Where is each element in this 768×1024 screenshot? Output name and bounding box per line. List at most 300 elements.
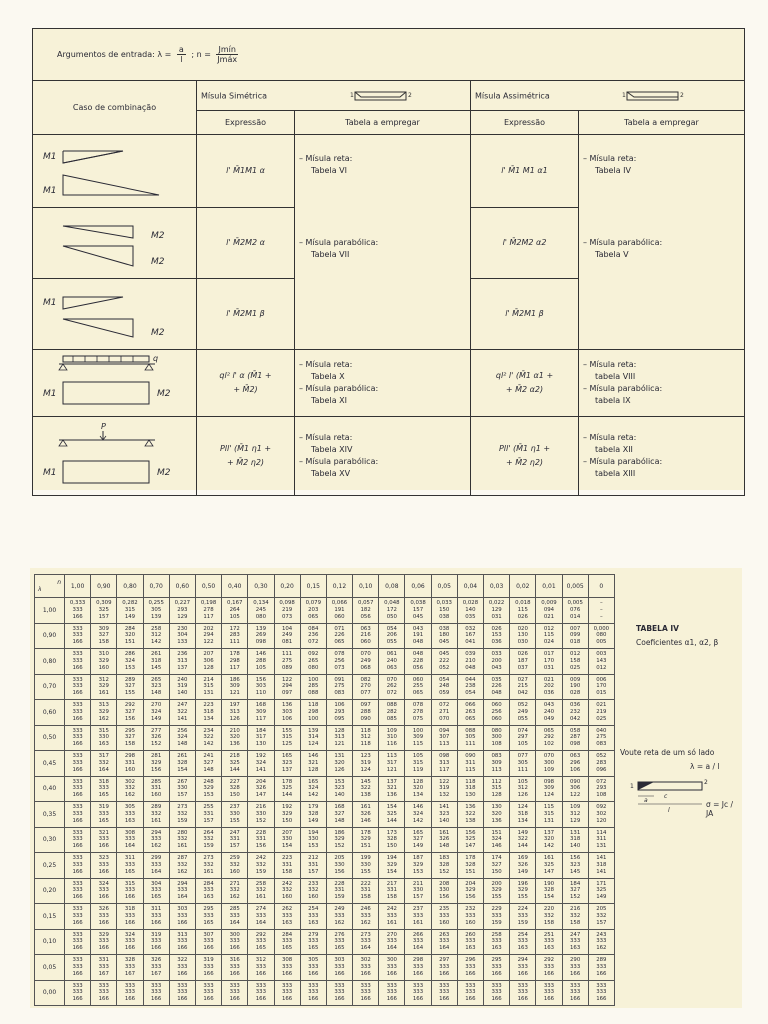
coefficient-value: 080 <box>255 613 267 620</box>
lambda-row-header: 0,00 <box>35 980 65 1006</box>
coefficient-value: 298 <box>229 657 240 664</box>
coefficient-cell <box>300 878 326 904</box>
coefficient-value: 333 <box>72 855 83 862</box>
coefficient-value: 292 <box>255 931 267 938</box>
coefficient-value: 333 <box>151 989 162 996</box>
coefficient-value: 156 <box>124 715 136 722</box>
coefficient-value: 286 <box>124 651 136 658</box>
sym-table-header: Tabela a empregar <box>295 111 471 135</box>
coefficient-value: 122 <box>203 639 214 646</box>
coefficient-value: 166 <box>151 996 162 1003</box>
coefficient-cell <box>300 700 326 726</box>
lambda-row-header: 0,45 <box>35 751 65 777</box>
coefficient-value: 294 <box>203 632 214 639</box>
coefficient-value: 207 <box>281 829 293 836</box>
coefficient-value: 166 <box>72 843 83 850</box>
coefficient-value: 003 <box>596 651 607 658</box>
coefficient-cell <box>248 700 274 726</box>
coefficient-value: 144 <box>517 843 528 850</box>
coefficient-value: 297 <box>517 734 528 741</box>
coefficient-value: 333 <box>465 938 476 945</box>
coefficient-value: 166 <box>72 741 83 748</box>
coefficient-value: 309 <box>255 708 267 715</box>
coefficient-value: 333 <box>465 912 476 919</box>
coefficient-value: 333 <box>151 938 162 945</box>
coefficient-value: 216 <box>570 906 581 913</box>
coefficient-value: 333 <box>517 982 528 989</box>
coefficient-value: 333 <box>412 938 424 945</box>
coefficient-value: 333 <box>491 963 502 970</box>
coefficient-value: 100 <box>412 727 424 734</box>
coefficient-value: 323 <box>281 759 293 766</box>
coefficient-value: 045 <box>439 651 450 658</box>
coefficient-value: 332 <box>229 861 240 868</box>
coefficient-value: 108 <box>491 741 502 748</box>
coefficient-value: 333 <box>596 982 607 989</box>
coefficient-cell <box>274 751 300 777</box>
coefficient-value: 327 <box>124 683 136 690</box>
coefficient-value: 317 <box>386 759 397 766</box>
coefficient-value: 153 <box>124 664 136 671</box>
coefficient-value: 270 <box>386 931 397 938</box>
coefficient-value: 330 <box>412 887 424 894</box>
coefficient-cell <box>274 929 300 955</box>
coefficient-cell <box>562 751 588 777</box>
coefficient-value: 137 <box>543 829 555 836</box>
coefficient-cell <box>457 827 483 853</box>
coefficient-value: 283 <box>596 759 607 766</box>
coefficient-value: 328 <box>465 861 476 868</box>
coefficient-value: 324 <box>98 880 109 887</box>
coefficient-value: 285 <box>229 906 240 913</box>
coefficient-cell <box>484 776 510 802</box>
coefficient-value: 184 <box>570 880 581 887</box>
coefficient-cell <box>536 776 562 802</box>
coefficient-cell <box>195 623 221 649</box>
coefficient-value: 327 <box>203 759 214 766</box>
coefficient-value: 035 <box>491 676 502 683</box>
coefficient-value: 333 <box>229 989 240 996</box>
symmetric-haunch-icon <box>349 90 412 102</box>
coefficient-cell <box>484 649 510 675</box>
coefficient-cell <box>169 878 195 904</box>
coefficient-cell <box>195 955 221 981</box>
coefficient-value: 332 <box>177 836 188 843</box>
coefficient-value: 333 <box>72 963 83 970</box>
coefficient-value: 060 <box>491 715 502 722</box>
coefficient-cell <box>195 853 221 879</box>
coefficient-value: 100 <box>308 676 319 683</box>
coefficient-cell <box>379 700 405 726</box>
coefficient-cell <box>117 929 143 955</box>
coefficient-value: 333 <box>543 963 555 970</box>
coefficient-value: 0,057 <box>357 600 374 607</box>
coefficient-value: 160 <box>308 894 319 901</box>
coefficient-value: 166 <box>151 919 162 926</box>
coefficient-cell <box>510 904 536 930</box>
coefficient-cell <box>222 878 248 904</box>
coefficient-value: 333 <box>151 887 162 894</box>
coefficient-value: 187 <box>412 855 424 862</box>
n-column-header: 0,12 <box>326 575 352 598</box>
coefficient-value: 161 <box>360 804 371 811</box>
coefficient-value: 146 <box>308 753 319 760</box>
coefficient-value: 331 <box>308 861 319 868</box>
coefficient-value: 329 <box>98 931 109 938</box>
coefficient-value: 166 <box>334 970 345 977</box>
coefficient-cell <box>353 623 379 649</box>
coefficient-value: 168 <box>255 702 267 709</box>
coefficient-value: 056 <box>412 664 424 671</box>
table-row <box>35 623 615 649</box>
coefficient-value: 333 <box>255 963 267 970</box>
coefficient-value: 080 <box>308 664 319 671</box>
coefficient-value: 0,038 <box>410 600 426 607</box>
coefficient-cell <box>457 700 483 726</box>
coefficient-value: 166 <box>360 996 371 1003</box>
coefficient-value: 026 <box>517 651 528 658</box>
coefficient-value: 333 <box>570 963 581 970</box>
coefficient-value: 158 <box>543 919 555 926</box>
n-column-header: 0,02 <box>510 575 536 598</box>
coefficient-value: 142 <box>151 639 162 646</box>
coefficient-cell <box>222 751 248 777</box>
eta-definition: σ = Jc / JA <box>706 800 734 818</box>
coefficient-value: 172 <box>229 625 240 632</box>
coefficient-cell <box>562 980 588 1006</box>
coefficient-value: 065 <box>412 690 424 697</box>
coefficient-value: 166 <box>177 970 188 977</box>
coefficient-cell <box>379 904 405 930</box>
coefficient-value: 273 <box>203 855 214 862</box>
coefficient-value: 121 <box>386 766 397 773</box>
coefficient-value: 312 <box>151 632 162 639</box>
coefficient-value: 200 <box>491 657 502 664</box>
coefficient-value: 166 <box>360 970 371 977</box>
lambda-row-header: 0,35 <box>35 802 65 828</box>
coefficient-value: 151 <box>124 639 136 646</box>
coefficient-value: 155 <box>124 690 136 697</box>
coefficient-value: 330 <box>98 734 109 741</box>
coefficient-value: 166 <box>98 868 109 875</box>
coefficient-value: 259 <box>229 855 240 862</box>
coefficient-value: 333 <box>124 861 136 868</box>
coefficient-cell <box>405 904 431 930</box>
diagram-label: l <box>668 807 670 814</box>
coefficient-cell <box>65 802 91 828</box>
coefficient-value: 305 <box>308 957 319 964</box>
coefficient-value: 157 <box>177 792 188 799</box>
coefficient-value: 140 <box>465 606 476 613</box>
coefficient-value: 065 <box>543 727 555 734</box>
coefficient-value: 333 <box>334 982 345 989</box>
coefficient-cell <box>431 802 457 828</box>
coefficient-value: 134 <box>412 792 424 799</box>
coefficient-value: 226 <box>334 632 345 639</box>
coefficient-value: 080 <box>596 632 607 639</box>
coefficient-cell <box>562 827 588 853</box>
coefficient-value: 061 <box>386 651 397 658</box>
coefficient-value: 166 <box>491 996 502 1003</box>
coefficient-value: 333 <box>72 938 83 945</box>
coefficient-value: 166 <box>308 970 319 977</box>
coefficient-value: 152 <box>334 843 345 850</box>
coefficient-value: 333 <box>439 989 450 996</box>
coefficient-value: 320 <box>543 836 555 843</box>
coefficient-value: 144 <box>229 766 240 773</box>
coefficient-cell <box>65 776 91 802</box>
coefficient-value: 031 <box>543 664 555 671</box>
coefficient-value: 316 <box>229 957 240 964</box>
coefficient-value: 333 <box>439 982 450 989</box>
coefficient-value: 156 <box>151 766 162 773</box>
coefficient-value: 077 <box>360 690 371 697</box>
lambda-definition: λ = a / l <box>690 762 720 771</box>
coefficient-cell <box>536 878 562 904</box>
coefficient-cell <box>326 904 352 930</box>
coefficient-value: 136 <box>465 804 476 811</box>
combination-table-card <box>32 28 744 490</box>
coefficient-value: 200 <box>491 880 502 887</box>
coefficient-value: 0,282 <box>122 600 138 607</box>
coefficient-cell <box>117 700 143 726</box>
coefficient-cell <box>143 649 169 675</box>
coefficient-value: 145 <box>570 868 581 875</box>
coefficient-value: 166 <box>72 690 83 697</box>
coefficient-value: 204 <box>255 778 267 785</box>
coefficient-value: 306 <box>570 785 581 792</box>
coefficient-value: 256 <box>177 727 188 734</box>
coefficient-value: 160 <box>465 919 476 926</box>
coefficient-value: 297 <box>439 957 450 964</box>
coefficient-cell <box>379 725 405 751</box>
coefficient-value: 077 <box>517 753 528 760</box>
coefficient-value: 089 <box>281 664 293 671</box>
coefficient-cell <box>248 751 274 777</box>
coefficient-value: 327 <box>570 887 581 894</box>
coefficient-cell <box>169 853 195 879</box>
lambda-row-header: 0,05 <box>35 955 65 981</box>
coefficient-cell <box>300 955 326 981</box>
coefficient-value: 282 <box>386 708 397 715</box>
coefficient-cell <box>562 649 588 675</box>
coefficient-value: 166 <box>412 970 424 977</box>
coefficient-value: – <box>599 600 603 607</box>
coefficient-cell <box>143 802 169 828</box>
coefficient-value: 333 <box>543 989 555 996</box>
coefficient-cell <box>588 776 614 802</box>
coefficient-value: 333 <box>124 982 136 989</box>
coefficient-value: 060 <box>334 613 345 620</box>
coefficient-value: 166 <box>72 945 83 952</box>
coefficient-cell <box>405 776 431 802</box>
coefficient-cell <box>195 751 221 777</box>
coefficient-value: 228 <box>255 829 267 836</box>
coefficient-value: 166 <box>72 894 83 901</box>
coefficient-value: 326 <box>151 957 162 964</box>
coefficient-value: 318 <box>570 836 581 843</box>
coefficient-value: 0,018 <box>515 600 531 607</box>
coefficient-value: 227 <box>229 778 240 785</box>
coefficient-value: 102 <box>543 741 555 748</box>
corner-header: n λ <box>35 575 65 598</box>
coefficient-value: 166 <box>72 715 83 722</box>
coefficient-value: 122 <box>570 792 581 799</box>
n-label: ; n = <box>191 50 211 59</box>
coefficient-value: 163 <box>543 945 555 952</box>
coefficient-value: 328 <box>229 785 240 792</box>
coefficient-value: 206 <box>386 632 397 639</box>
coefficient-cell <box>117 751 143 777</box>
coefficient-value: 078 <box>412 702 424 709</box>
coefficient-value: 036 <box>543 690 555 697</box>
coefficient-cell <box>222 725 248 751</box>
case-diagram-1 <box>33 135 197 208</box>
coefficient-cell <box>91 827 117 853</box>
coefficient-value: 111 <box>465 741 476 748</box>
coefficient-cell <box>248 623 274 649</box>
coefficient-value: 065 <box>465 715 476 722</box>
coefficient-cell <box>274 649 300 675</box>
coefficient-value: 210 <box>229 727 240 734</box>
coefficient-value: 158 <box>281 868 293 875</box>
coefficient-cell <box>143 878 169 904</box>
coefficient-value: 150 <box>281 817 293 824</box>
coefficient-cell <box>536 598 562 624</box>
coefficient-value: 137 <box>281 766 293 773</box>
coefficient-value: 296 <box>465 957 476 964</box>
coefficient-value: 068 <box>360 664 371 671</box>
coefficient-value: 166 <box>517 996 528 1003</box>
coefficient-value: 166 <box>229 996 240 1003</box>
coefficient-cell <box>91 700 117 726</box>
coefficient-value: 171 <box>596 880 607 887</box>
coefficient-cell <box>457 980 483 1006</box>
coefficient-cell <box>536 904 562 930</box>
coefficient-value: 166 <box>177 945 188 952</box>
coefficient-cell <box>457 751 483 777</box>
coefficient-value: 172 <box>386 606 397 613</box>
coefficient-value: 249 <box>517 708 528 715</box>
coefficient-cell <box>300 929 326 955</box>
coefficient-value: 160 <box>281 894 293 901</box>
coefficient-cell <box>117 802 143 828</box>
coefficient-value: 329 <box>203 785 214 792</box>
coefficient-cell <box>300 598 326 624</box>
coefficient-cell <box>169 904 195 930</box>
coefficient-value: 266 <box>412 931 424 938</box>
coefficient-value: 309 <box>412 734 424 741</box>
coefficient-cell <box>484 598 510 624</box>
coefficient-value: 163 <box>517 945 528 952</box>
coefficient-value: 132 <box>439 792 450 799</box>
coefficient-value: 164 <box>412 945 424 952</box>
coefficient-value: 139 <box>255 625 267 632</box>
coefficient-cell <box>65 878 91 904</box>
coefficient-value: 106 <box>570 766 581 773</box>
coefficient-value: 006 <box>596 676 607 683</box>
coefficient-cell <box>143 853 169 879</box>
coefficient-value: 333 <box>72 785 83 792</box>
coefficient-value: 260 <box>465 931 476 938</box>
coefficient-value: 163 <box>98 741 109 748</box>
n-column-header: 0,70 <box>143 575 169 598</box>
coefficient-value: 165 <box>308 778 319 785</box>
coefficient-value: 0,005 <box>567 600 583 607</box>
coefficient-value: 164 <box>229 919 240 926</box>
coefficient-cell <box>510 751 536 777</box>
coefficient-value: 283 <box>229 632 240 639</box>
coefficient-value: 330 <box>255 810 267 817</box>
coefficient-value: 273 <box>177 804 188 811</box>
coefficient-value: 167 <box>124 970 136 977</box>
coefficient-value: 315 <box>412 759 424 766</box>
coefficient-value: 330 <box>334 861 345 868</box>
coefficient-value: 065 <box>334 639 345 646</box>
coefficient-value: 325 <box>281 785 293 792</box>
coefficient-value: 155 <box>491 894 502 901</box>
coefficient-value: 151 <box>491 829 502 836</box>
coefficient-value: 230 <box>177 625 188 632</box>
coefficient-value: 333 <box>177 989 188 996</box>
coefficient-cell <box>326 827 352 853</box>
coefficient-value: 151 <box>465 868 476 875</box>
coefficient-value: 332 <box>596 912 607 919</box>
coefficient-value: 331 <box>151 785 162 792</box>
coefficient-value: 275 <box>281 657 293 664</box>
diagram-label: M2 <box>157 468 171 478</box>
coefficient-value: 161 <box>386 919 397 926</box>
coefficient-value: 162 <box>177 868 188 875</box>
coefficient-value: 125 <box>281 741 293 748</box>
coefficient-value: 326 <box>517 861 528 868</box>
coefficient-cell <box>195 598 221 624</box>
coefficient-value: 311 <box>124 855 136 862</box>
coefficient-value: 138 <box>465 817 476 824</box>
coefficient-value: 300 <box>229 931 240 938</box>
coefficient-cell <box>143 904 169 930</box>
coefficient-value: 261 <box>177 753 188 760</box>
combination-row <box>33 350 745 417</box>
coefficient-value: 329 <box>412 861 424 868</box>
coefficient-value: 210 <box>465 657 476 664</box>
coefficient-value: 122 <box>439 778 450 785</box>
coefficient-value: 333 <box>543 982 555 989</box>
sym-expr-header: Expressão <box>197 111 295 135</box>
coefficient-value: 275 <box>334 683 345 690</box>
coefficient-cell <box>91 751 117 777</box>
coefficient-value: 302 <box>596 810 607 817</box>
coefficient-cell <box>274 980 300 1006</box>
coefficient-value: 121 <box>229 690 240 697</box>
table-row <box>35 776 615 802</box>
coefficient-value: 300 <box>386 957 397 964</box>
coefficient-value: 052 <box>517 702 528 709</box>
coefficient-value: 130 <box>255 741 267 748</box>
coefficient-value: 323 <box>151 683 162 690</box>
coefficient-value: 315 <box>124 606 136 613</box>
coefficient-value: 258 <box>255 880 267 887</box>
coefficient-value: 167 <box>151 970 162 977</box>
coefficient-value: 237 <box>229 804 240 811</box>
coefficient-value: 333 <box>72 836 83 843</box>
coefficient-cell <box>248 674 274 700</box>
coefficient-value: 305 <box>151 606 162 613</box>
coefficient-cell <box>300 776 326 802</box>
coefficient-value: 325 <box>596 887 607 894</box>
coefficient-cell <box>274 776 300 802</box>
coefficient-value: 258 <box>491 931 502 938</box>
